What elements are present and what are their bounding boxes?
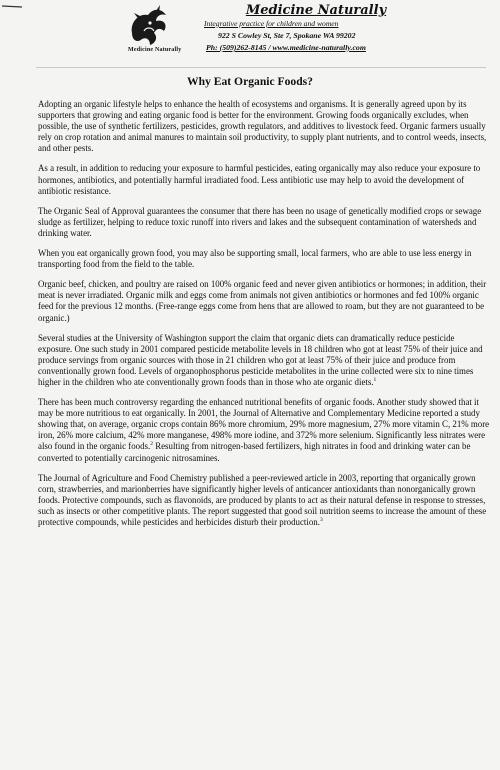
paragraph (38, 99, 490, 154)
page-title: Why Eat Organic Foods? (187, 75, 313, 88)
paragraph-text: As a result, in addition to reducing your exposure to harmful pesticides, eating organically may also reduce your exposure to hormones, antibiotics, and potentially harmful irradiated food. Less antibiotic use may help to avoid the development of antibiotic resistance. (38, 163, 481, 196)
letterhead (126, 3, 426, 63)
brand-name: Medicine Naturally (245, 3, 387, 18)
logo-caption: Medicine Naturally (128, 47, 182, 53)
paragraph-text: Several studies at the University of Washington support the claim that organic diets can dramatically reduce pesticide exposure. One such study in 2001 compared pesticide metabolite levels in 18 children who got at least 75% of their juice and produce servings from organic sources with those in 21 children who got at least 75% of their juice and produce from conventionally grown food. Levels of organophosphorus pesticide metabolites in the urine collected were six to nine times higher in the children who ate conventionally grown foods than in those who ate organic diets. (38, 332, 483, 387)
paragraph-text: When you eat organically grown food, you may also be supporting small, local farmers, who are able to use less energy in transporting food from the field to the table. (38, 248, 472, 270)
article-body (38, 99, 490, 537)
contact-line: Ph: (509)262-8145 / www.medicine-naturally.com (206, 43, 366, 52)
address: 922 S Cowley St, Ste 7, Spokane WA 99202 (218, 31, 356, 40)
paragraph-text: There has been much controversy regarding the enhanced nutritional benefits of organic foods. Another study showed that it may be more nutritious to eat organically. In 2001, the Journal of Alternative and Complementary Medicine reported a study showing that, on average, organic crops contain 86% more chromium, 29% more magnesium, 27% more vitamin C, 21% more iron, 26% more calcium, 42% more manganese, 498% more iodine, and 372% more selenium. Significantly less nitrates were also found in the organic foods. (38, 397, 490, 452)
paragraph (38, 397, 490, 464)
footnote-marker: 3 (319, 517, 323, 523)
paragraph-text: The Organic Seal of Approval guarantees the consumer that there has been no usage of genetically modified crops or sewage sludge as fertilizer, helping to reduce toxic runoff into rivers and lakes and the subsequent contamination of watersheds and drinking water. (38, 205, 482, 238)
paragraph (38, 279, 490, 323)
paragraph-continuation: Resulting from nitrogen-based fertilizers, high nitrates in food and drinking water can be converted to potentially carcinogenic nitrosamines. (38, 441, 471, 463)
paragraph (38, 206, 490, 239)
header-divider (36, 67, 486, 68)
paragraph-text: Adopting an organic lifestyle helps to enhance the health of ecosystems and organisms. It is generally agreed upon by its supporters that growing and eating organic food is better for the environment. Growing foods organically excludes, when possible, the use of synthetic fertilizers, pesticides, growth regulators, and additives to livestock feed. Organic farmers usually rely on crop rotation and animal manures to maintain soil productivity, to supply plant nutrients, and to control weeds, insects, and other pests. (38, 99, 487, 154)
paragraph (38, 163, 490, 196)
tagline: Integrative practice for children and women (204, 19, 339, 28)
paragraph-text: The Journal of Agriculture and Food Chemistry published a peer-reviewed article in 2003, reporting that organically grown corn, strawberries, and marionberries have significantly higher levels of anticancer antioxidants than nonorganically grown foods. Protective compounds, such as flavonoids, are produced by plants to act as their natural defense in response to stresses, such as insects or other competitive plants. The report suggested that good soil nutrition seems to increase the amount of these protective compounds, while pesticides and herbicides disturb their production. (38, 472, 487, 527)
paragraph (38, 248, 490, 270)
corner-pen-mark (0, 0, 40, 12)
dragon-logo-icon (126, 3, 172, 49)
paragraph (38, 333, 490, 388)
paragraph-text: Organic beef, chicken, and poultry are raised on 100% organic feed and never given antibiotics or hormones; in addition, their meat is never irradiated. Organic milk and eggs come from animals not given antibiotics or hormones and fed 100% organic feed for the previous 12 months. (Free-range eggs come from hens that are allowed to roam, but they are not guaranteed to be organic.) (38, 279, 487, 323)
footnote-marker: 1 (373, 376, 377, 383)
paragraph (38, 473, 490, 528)
footnote-marker: 2 (150, 441, 153, 448)
